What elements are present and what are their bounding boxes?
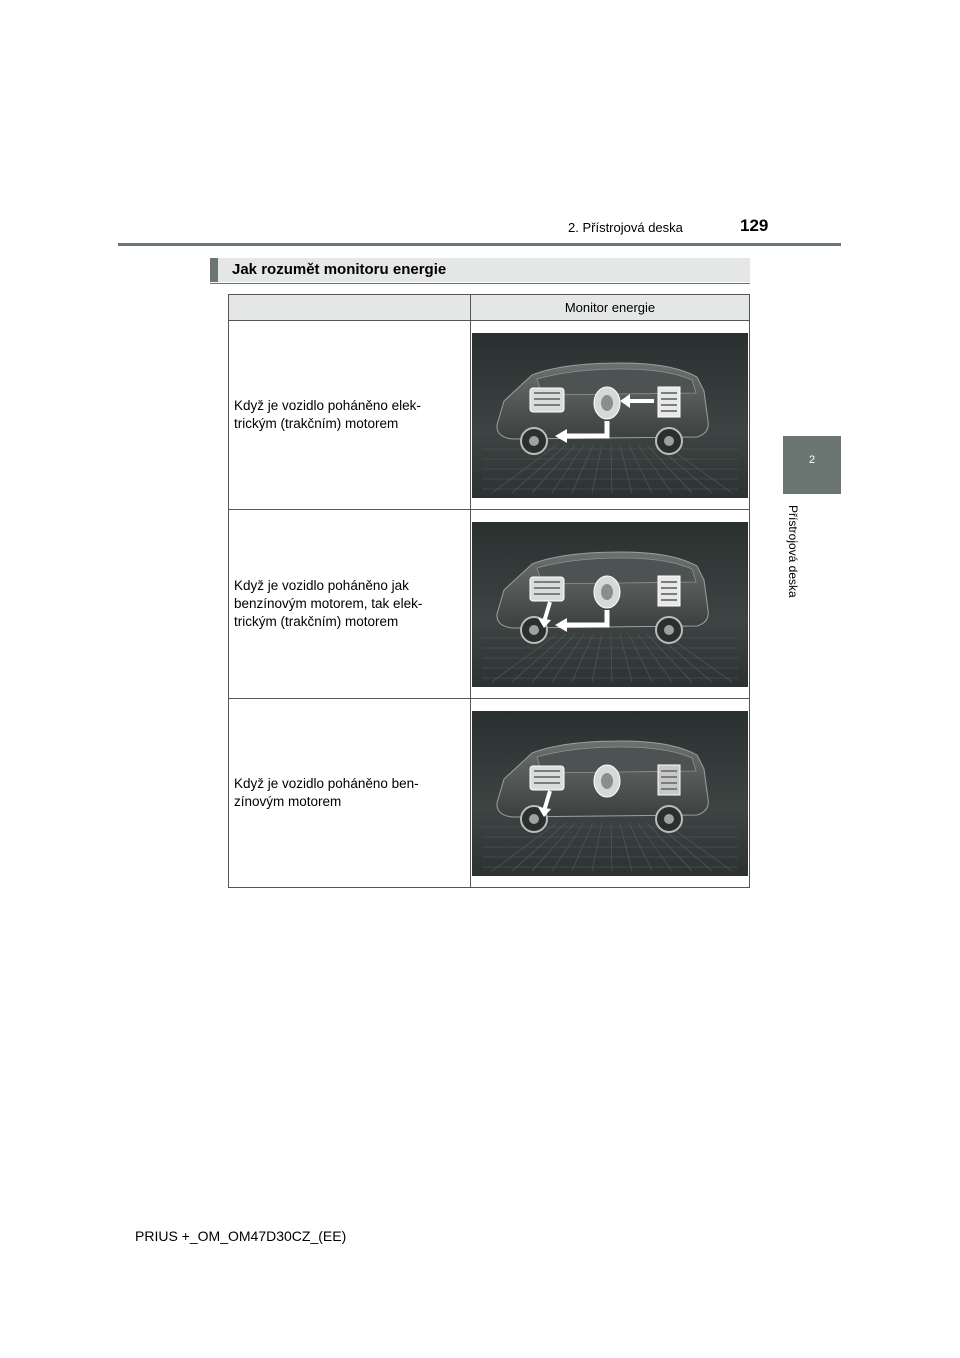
table-row <box>229 321 750 510</box>
row-description-text: Když je vozidlo poháněno elek- trickým (trakčním) motorem <box>234 398 421 431</box>
chapter-tab <box>783 436 841 494</box>
table-row <box>229 510 750 699</box>
row-description-text: Když je vozidlo poháněno ben- zínovým motorem <box>234 776 419 809</box>
battery-icon <box>658 387 680 417</box>
motor-icon <box>594 576 620 608</box>
motor-icon <box>594 765 620 797</box>
page-number: 129 <box>740 216 769 235</box>
row-description <box>229 321 471 510</box>
engine-icon <box>530 388 564 412</box>
row-description <box>229 510 471 699</box>
header-rule <box>118 243 841 246</box>
chapter-tab-number: 2 <box>808 454 816 466</box>
engine-icon <box>530 577 564 601</box>
table-header-row <box>229 295 750 321</box>
section-heading-underline <box>210 283 750 284</box>
row-description-text: Když je vozidlo poháněno jak benzínovým motorem, tak elek- trickým (trakčním) motorem <box>234 578 423 629</box>
table-header-monitor: Monitor energie <box>471 295 750 321</box>
energy-monitor-table <box>228 294 750 888</box>
motor-icon <box>594 387 620 419</box>
row-description <box>229 699 471 888</box>
energy-monitor-hybrid-image <box>471 510 750 699</box>
document-footer-code: PRIUS +_OM_OM47D30CZ_(EE) <box>135 1228 347 1244</box>
chapter-tab-label: Přístrojová deska <box>786 505 800 598</box>
section-heading: Jak rozumět monitoru energie <box>232 261 447 278</box>
section-heading-bar <box>210 258 750 282</box>
energy-monitor-engine-image <box>471 699 750 888</box>
engine-icon <box>530 766 564 790</box>
table-row <box>229 699 750 888</box>
energy-monitor-electric-image <box>471 321 750 510</box>
header-section-title: 2. Přístrojová deska <box>568 220 683 235</box>
battery-icon <box>658 576 680 606</box>
battery-icon <box>658 765 680 795</box>
table-header-empty <box>229 295 471 321</box>
